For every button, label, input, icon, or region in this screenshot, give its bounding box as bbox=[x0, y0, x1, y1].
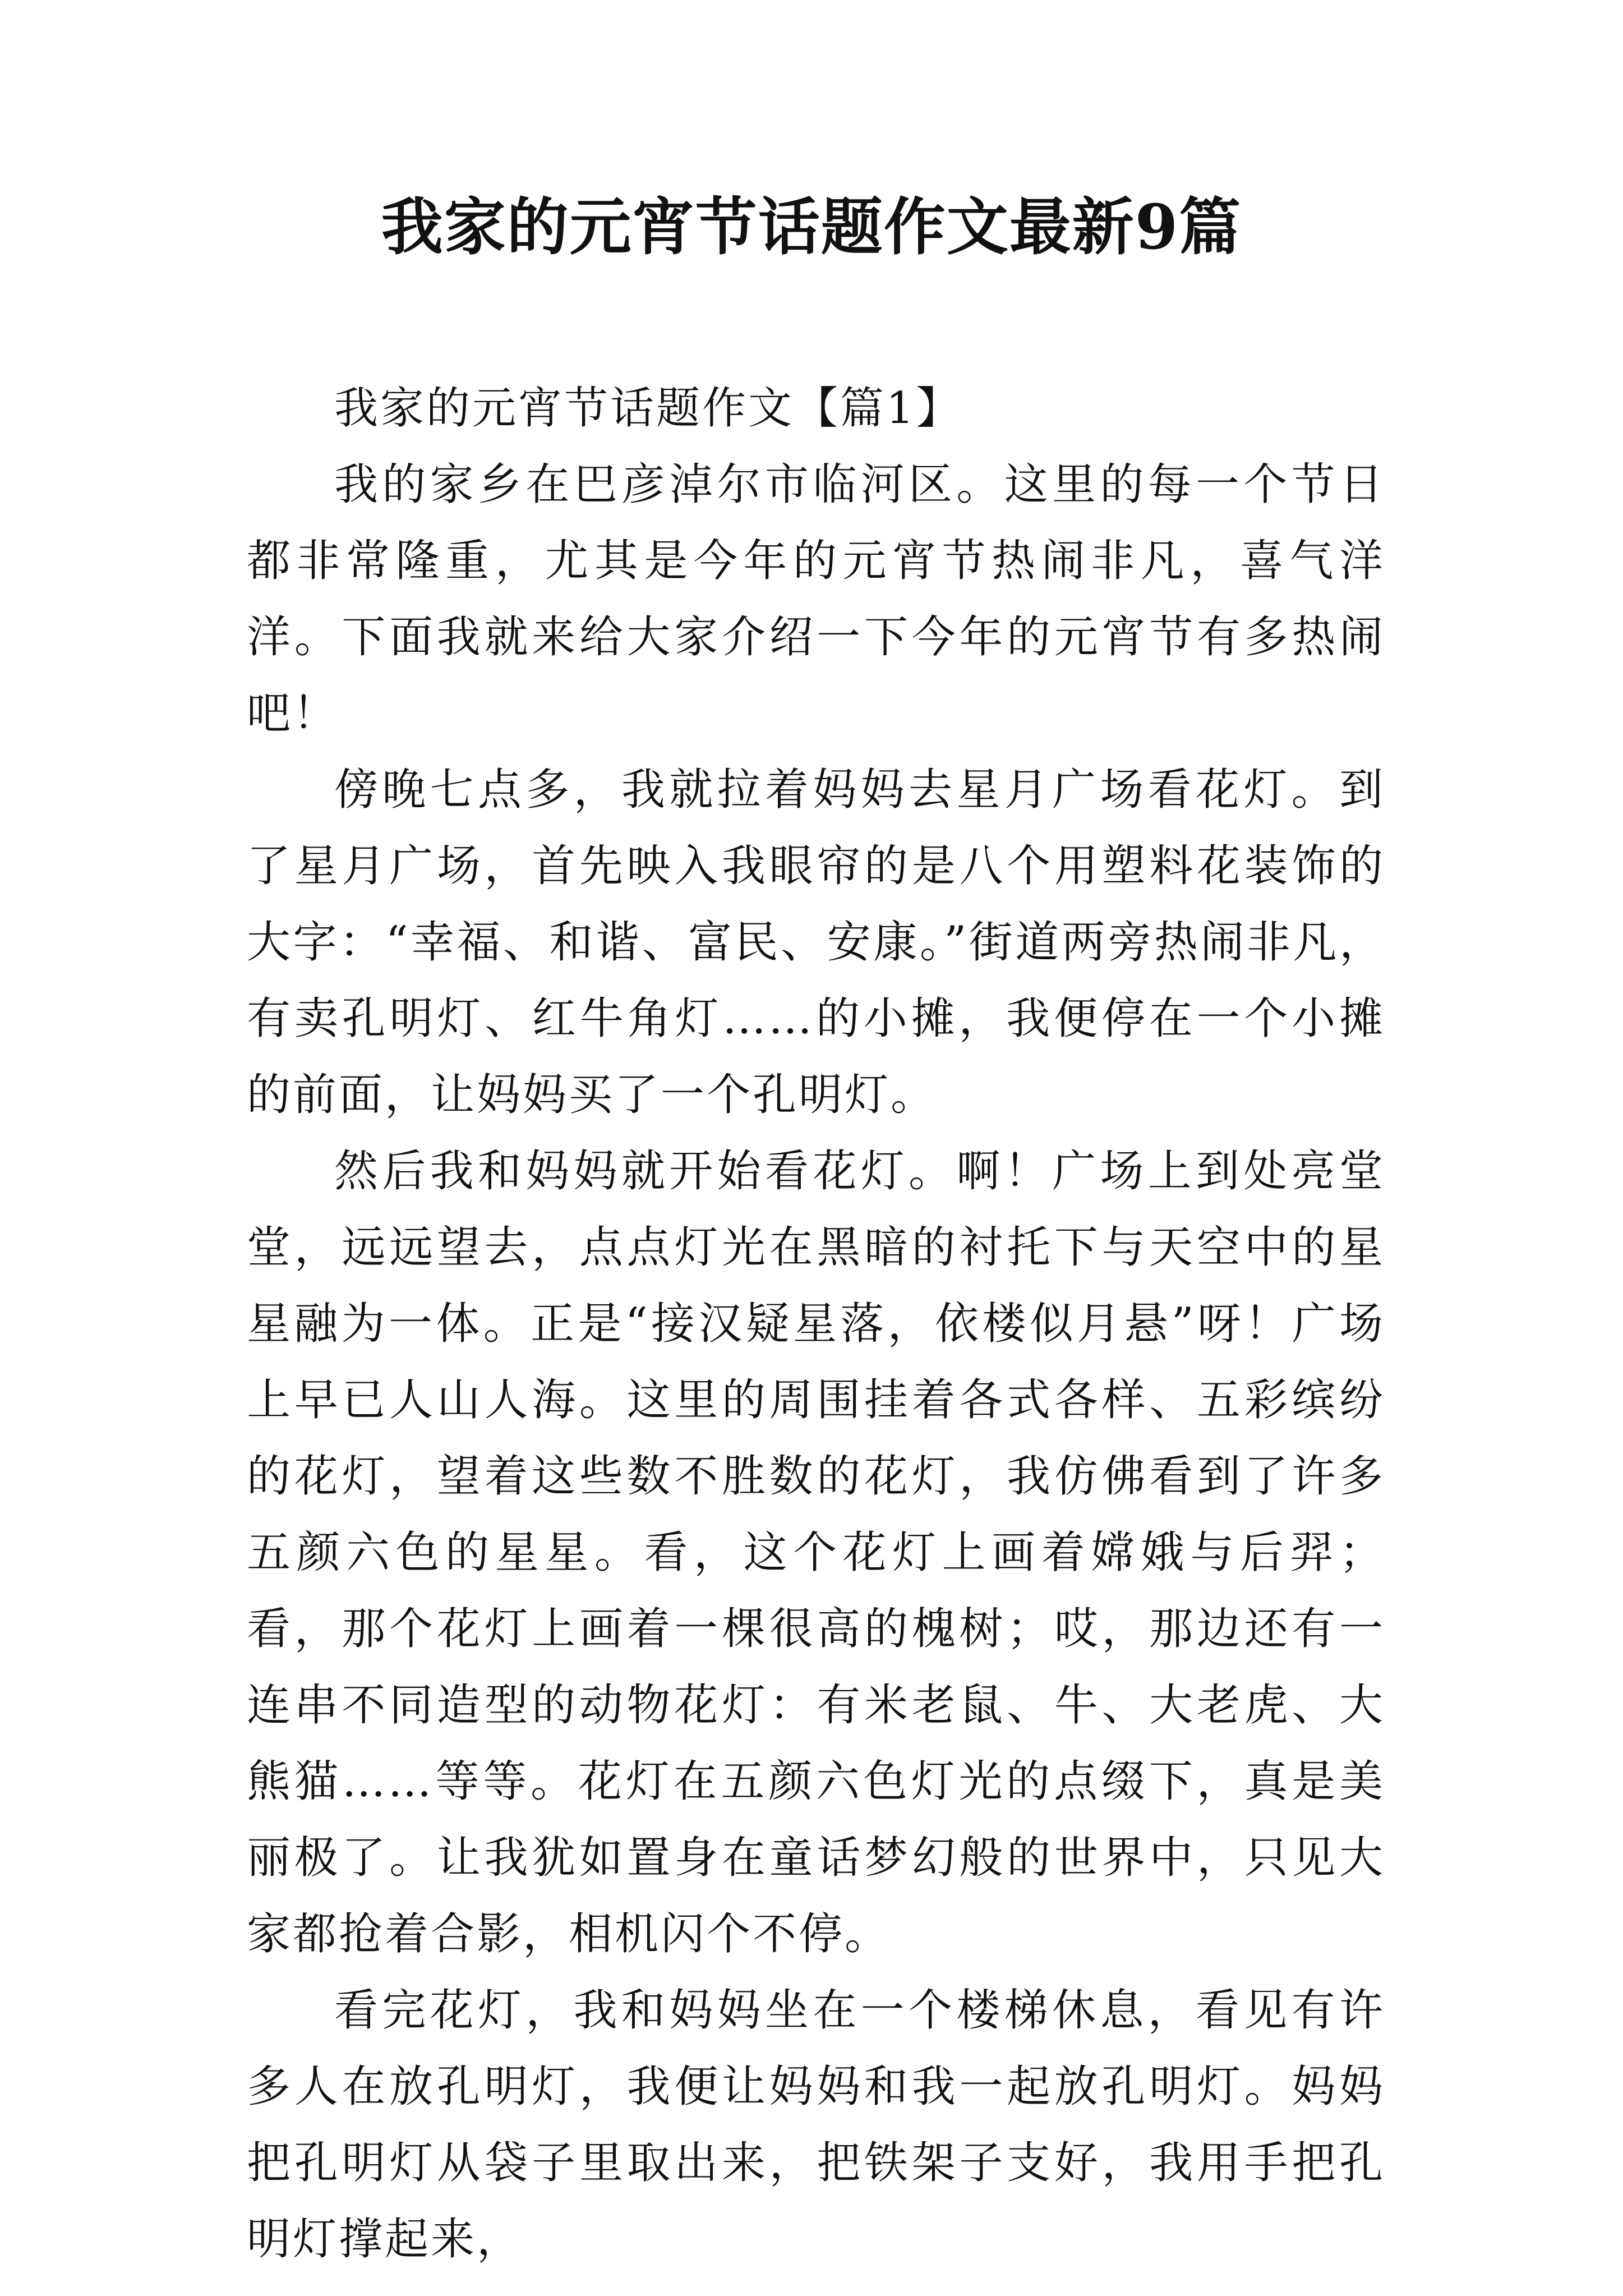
document-body bbox=[247, 370, 1385, 2277]
paragraph: 傍晚七点多，我就拉着妈妈去星月广场看花灯。到了星月广场，首先映入我眼帘的是八个用塑料花装饰的大字：“幸福、和谐、富民、安康。”街道两旁热闹非凡，有卖孔明灯、红牛角灯……的小摊，我便停在一个小摊的前面，让妈妈买了一个孔明灯。 bbox=[247, 765, 1385, 1120]
section-heading: 我家的元宵节话题作文【篇1】 bbox=[334, 383, 962, 434]
paragraph: 然后我和妈妈就开始看花灯。啊！广场上到处亮堂堂，远远望去，点点灯光在黑暗的衬托下与天空中的星星融为一体。正是“接汉疑星落，依楼似月悬”呀！广场上早已人山人海。这里的周围挂着各式各样、五彩缤纷的花灯，望着这些数不胜数的花灯，我仿佛看到了许多五颜六色的星星。看，这个花灯上画着嫦娥与后羿；看，那个花灯上画着一棵很高的槐树；哎，那边还有一连串不同造型的动物花灯：有米老鼠、牛、大老虎、大熊猫……等等。花灯在五颜六色灯光的点缀下，真是美丽极了。让我犹如置身在童话梦幻般的世界中，只见大家都抢着合影，相机闪个不停。 bbox=[247, 1146, 1385, 1959]
paragraph: 看完花灯，我和妈妈坐在一个楼梯休息，看见有许多人在放孔明灯，我便让妈妈和我一起放孔明灯。妈妈把孔明灯从袋子里取出来，把铁架子支好，我用手把孔明灯撑起来， bbox=[247, 1985, 1385, 2265]
document-title: 我家的元宵节话题作文最新9篇 bbox=[381, 191, 1242, 263]
paragraph: 我的家乡在巴彦淖尔市临河区。这里的每一个节日都非常隆重，尤其是今年的元宵节热闹非凡，喜气洋洋。下面我就来给大家介绍一下今年的元宵节有多热闹吧！ bbox=[247, 459, 1385, 739]
